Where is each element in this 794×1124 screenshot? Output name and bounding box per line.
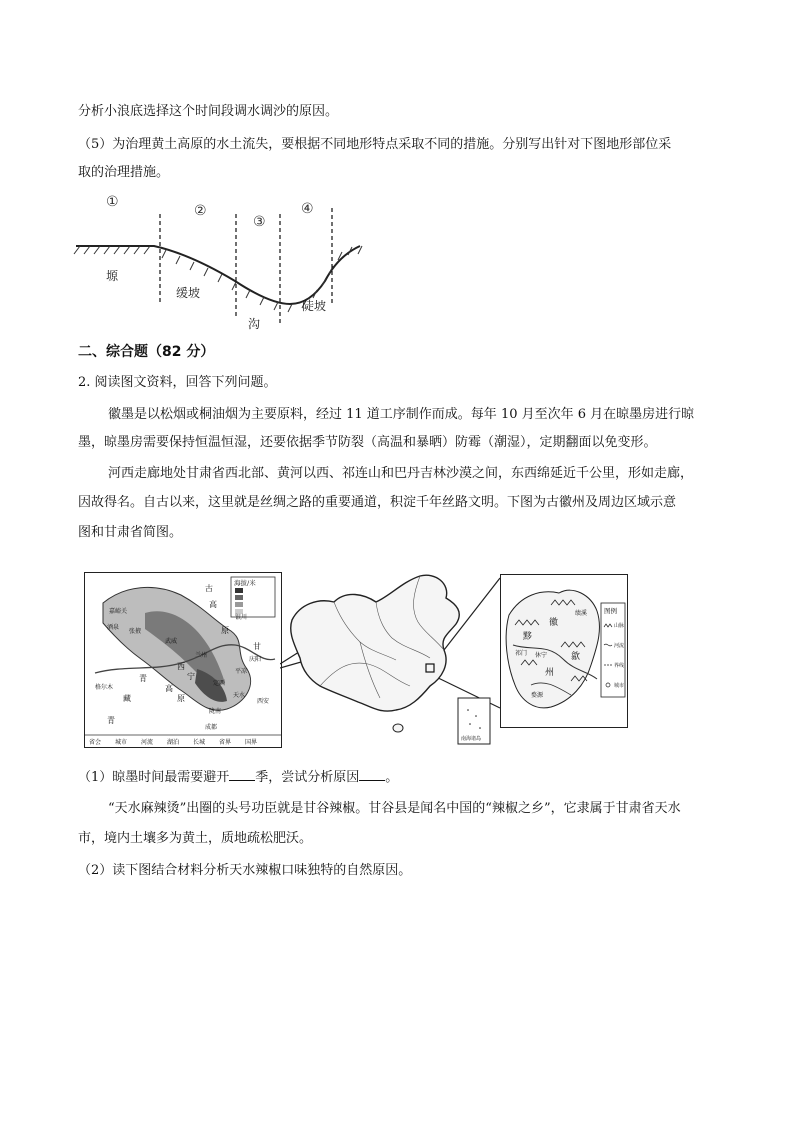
map-label: 兰州 xyxy=(195,652,208,659)
q1-text-part3: 。 xyxy=(385,770,399,785)
section2-heading: 二、综合题（82 分） xyxy=(78,344,215,360)
terrain-cross-section-diagram xyxy=(70,186,370,336)
map-label: 歙 xyxy=(571,652,581,662)
legend-item: 河流 xyxy=(614,643,625,649)
map-label: 天水 xyxy=(233,692,246,699)
map-label: 高 xyxy=(165,684,173,693)
q1-line xyxy=(78,768,398,787)
legend-item: 界线 xyxy=(614,663,625,669)
q1-blank-season[interactable] xyxy=(229,768,255,781)
label-steep-slope: 陡坡 xyxy=(302,299,327,313)
label-gentle-slope: 缓坡 xyxy=(176,286,201,300)
label-yuan: 塬 xyxy=(106,269,119,283)
map-label: 西 xyxy=(177,662,185,671)
map-label: 成都 xyxy=(205,724,218,731)
china-map xyxy=(280,568,500,750)
para2-line2: 因故得名。自古以来，这里就是丝绸之路的重要通道，积淀千年丝路文明。下图为古徽州及周边区域示意 xyxy=(78,495,677,510)
zone-number-2: ② xyxy=(194,203,207,219)
gansu-map-graphic xyxy=(85,573,281,747)
map-label: 宁 xyxy=(187,672,195,681)
map-label: 原 xyxy=(177,694,185,703)
map-label: 黟 xyxy=(523,632,533,642)
map-label: 藏 xyxy=(123,694,131,703)
gansu-map xyxy=(84,572,282,748)
map-label: 陇南 xyxy=(209,708,222,715)
huizhou-map-graphic xyxy=(501,575,627,727)
legend-item: 省界 xyxy=(219,739,232,746)
legend-item: 湖泊 xyxy=(167,739,180,746)
map-label: 祁门 xyxy=(515,650,528,657)
map-label: 平凉 xyxy=(235,668,248,675)
elevation-legend-title: 海拔/米 xyxy=(234,579,256,587)
para2-line3: 图和甘肃省简图。 xyxy=(78,525,183,540)
map-label: 嘉峪关 xyxy=(109,608,128,615)
q1-text-part2: 季，尝试分析原因 xyxy=(255,770,360,785)
q2-part-question: （2）读下图结合材料分析天水辣椒口味独特的自然原因。 xyxy=(78,863,412,878)
para1-line1: 徽墨是以松烟或桐油烟为主要原料，经过 11 道工序制作而成。每年 10 月至次年 6 月在晾墨房进行晾 xyxy=(108,407,695,422)
map-label: 州 xyxy=(545,668,555,678)
zone-number-3: ③ xyxy=(253,214,266,230)
south-china-sea-label: 南海诸岛 xyxy=(461,736,482,742)
para1-line2: 墨，晾墨房需要保持恒温恒湿，还要依据季节防裂（高温和暴晒）防霉（潮湿），定期翻面以免变形。 xyxy=(78,435,657,450)
q5-question-line1: （5）为治理黄土高原的水土流失，要根据不同地形特点采取不同的措施。分别写出针对下图地形部位采 xyxy=(78,137,672,152)
map-label: 原 xyxy=(221,626,229,635)
map-label: 徽 xyxy=(549,618,559,628)
map-label: 格尔木 xyxy=(95,684,114,691)
q5-question-line2: 取的治理措施。 xyxy=(78,165,170,180)
map-label: 绩溪 xyxy=(575,610,588,617)
map-label: 婺源 xyxy=(531,692,544,699)
legend-item: 国界 xyxy=(245,739,258,746)
map-label: 张掖 xyxy=(129,628,142,635)
legend-item: 山脉 xyxy=(614,623,625,629)
zone-number-1: ① xyxy=(106,194,119,210)
legend-item: 省会 xyxy=(89,739,102,746)
q1-text-part1: （1）晾墨时间最需要避开 xyxy=(78,770,230,785)
map-label: 庆阳 xyxy=(249,656,262,663)
legend-item: 河流 xyxy=(141,739,154,746)
para2-line1: 河西走廊地处甘肃省西北部、黄河以西、祁连山和巴丹吉林沙漠之间，东西绵延近千公里，形如走廊， xyxy=(108,466,694,481)
map-label: 古 xyxy=(205,584,213,593)
legend-item: 城市 xyxy=(115,739,128,746)
label-gully: 沟 xyxy=(248,317,261,331)
map-label: 休宁 xyxy=(535,652,548,659)
legend-item: 长城 xyxy=(193,739,206,746)
map-label: 青 xyxy=(139,674,147,683)
q5-intro: 分析小浪底选择这个时间段调水调沙的原因。 xyxy=(78,104,339,119)
map-label: 高 xyxy=(209,600,217,609)
q1-blank-reason[interactable] xyxy=(359,768,385,781)
legend-item: 城市 xyxy=(614,683,625,689)
huizhou-map xyxy=(500,574,628,728)
zone-number-4: ④ xyxy=(301,201,314,217)
para3-line2: 市，境内土壤多为黄土，质地疏松肥沃。 xyxy=(78,831,313,846)
para3-line1: “天水麻辣烫”出圈的头号功臣就是甘谷辣椒。甘谷县是闻名中国的“辣椒之乡”，它隶属于甘肃省天水 xyxy=(108,801,681,816)
map-label: 西安 xyxy=(257,698,270,705)
map-label: 青 xyxy=(107,716,115,725)
map-label: 武威 xyxy=(165,638,178,645)
q2-intro: 2. 阅读图文资料，回答下列问题。 xyxy=(78,375,277,390)
map-label: 定西 xyxy=(213,680,226,687)
map-label: 甘 xyxy=(253,642,261,651)
map-label: 银川 xyxy=(235,614,248,621)
huizhou-legend-title: 图例 xyxy=(604,607,617,615)
map-label: 酒泉 xyxy=(107,624,120,631)
